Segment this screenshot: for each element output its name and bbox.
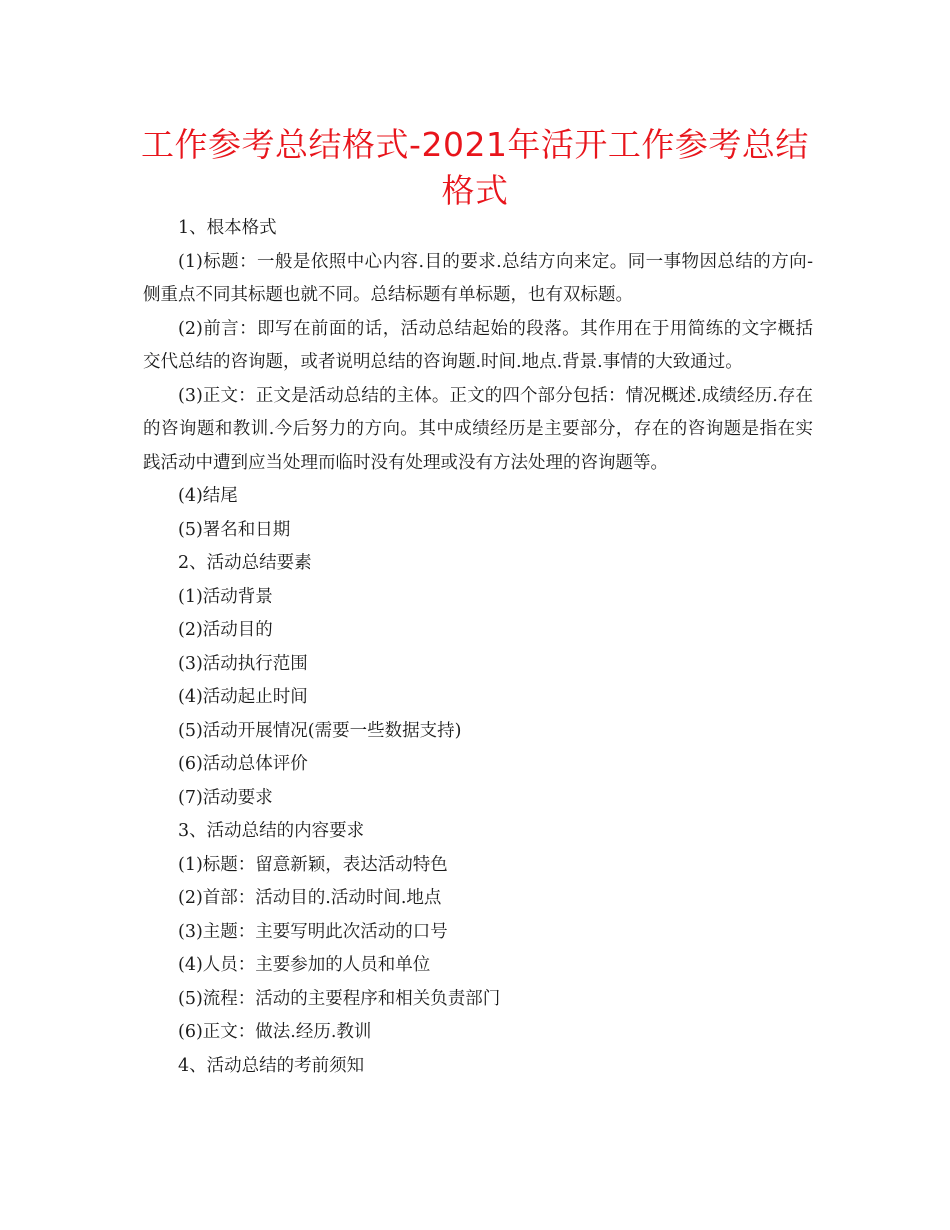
list-item: (4)人员：主要参加的人员和单位 xyxy=(178,955,431,975)
section-heading-3: 3、活动总结的内容要求 xyxy=(178,821,365,841)
document-body xyxy=(143,212,813,1083)
section-heading-2: 2、活动总结要素 xyxy=(178,553,312,573)
list-item: (1)活动背景 xyxy=(178,586,273,607)
list-item: (2)首部：活动目的.活动时间.地点 xyxy=(178,888,442,908)
section-heading-1: 1、根本格式 xyxy=(178,218,277,238)
paragraph-main-text: (3)正文：正文是活动总结的主体。正文的四个部分包括：情况概述.成绩经历.存在的咨询题和教训.今后努力的方向。其中成绩经历是主要部分，存在的咨询题是指在实践活动中遭到应当处理而临时没有处理或没有方法处理的咨询题等。 xyxy=(143,385,813,473)
list-item: (4)结尾 xyxy=(178,486,238,506)
paragraph-title: (1)标题：一般是依照中心内容.目的要求.总结方向来定。同一事物因总结的方向-侧重点不同其标题也就不同。总结标题有单标题，也有双标题。 xyxy=(143,251,813,305)
list-item: (3)活动执行范围 xyxy=(178,653,308,674)
list-item: (1)标题：留意新颖，表达活动特色 xyxy=(178,854,448,875)
list-item: (5)署名和日期 xyxy=(178,519,291,540)
list-item: (5)流程：活动的主要程序和相关负责部门 xyxy=(178,988,501,1009)
list-item: (6)正文：做法.经历.教训 xyxy=(178,1022,372,1042)
list-item: (4)活动起止时间 xyxy=(178,687,308,707)
list-item: (7)活动要求 xyxy=(178,787,273,808)
section-heading-4: 4、活动总结的考前须知 xyxy=(178,1055,365,1076)
list-item: (3)主题：主要写明此次活动的口号 xyxy=(178,921,448,942)
list-item: (2)活动目的 xyxy=(178,620,273,640)
list-item: (6)活动总体评价 xyxy=(178,754,308,774)
document-title: 工作参考总结格式-2021年活开工作参考总结格式 xyxy=(141,125,809,210)
list-item: (5)活动开展情况(需要一些数据支持) xyxy=(178,720,462,741)
paragraph-preface: (2)前言：即写在前面的话，活动总结起始的段落。其作用在于用简练的文字概括交代总结的咨询题，或者说明总结的咨询题.时间.地点.背景.事情的大致通过。 xyxy=(143,318,813,372)
